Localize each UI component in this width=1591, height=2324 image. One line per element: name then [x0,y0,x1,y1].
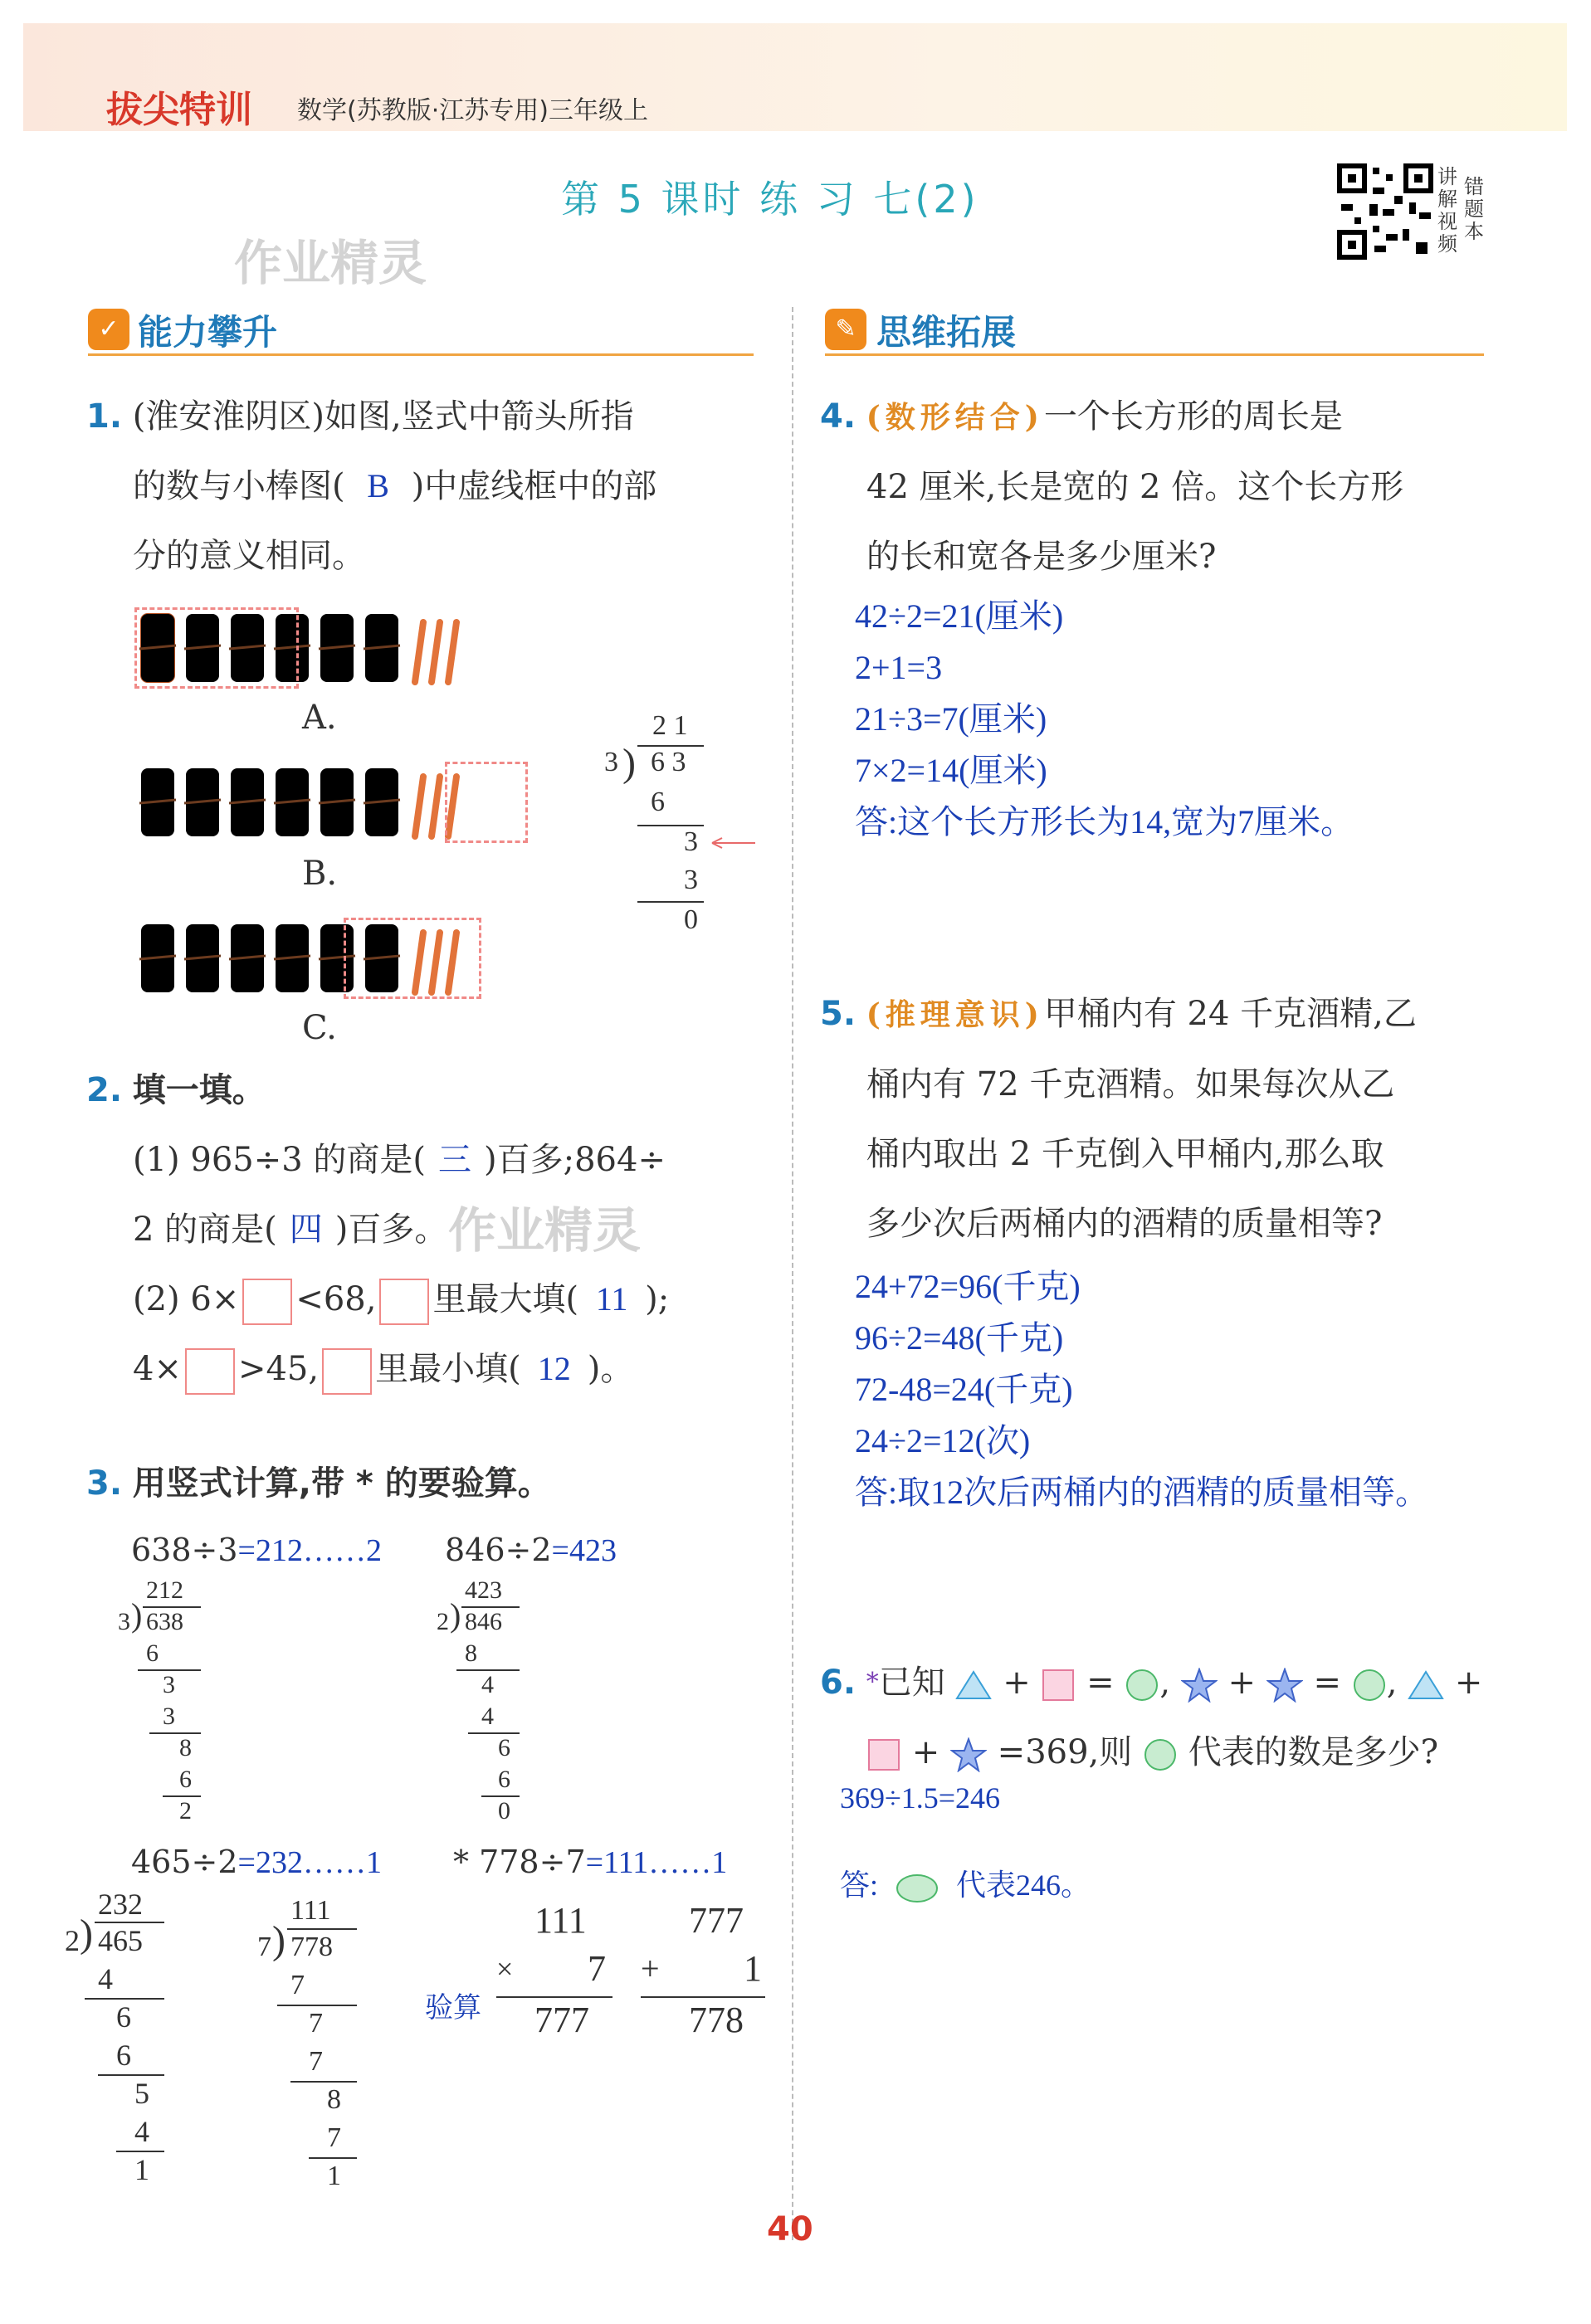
circle-icon [1125,1668,1159,1703]
answer-work-q4 [855,591,1585,848]
addition-check [636,1897,769,2046]
dividend: 778 [290,1932,333,1962]
long-division-4: 111 7 ) 778 7 7 7 8 7 1 [254,1892,378,2199]
question-6: 6. *已知 + = , + = , + + =369,则 代表的数是多少? [820,1664,1483,1771]
answer-q2-3: 11 [595,1280,628,1318]
division-step: 4 [481,1703,494,1730]
expression-text: 638÷3 [131,1532,238,1568]
check-operand: 111 [534,1900,587,1941]
header-banner [23,23,1567,131]
work-line: 7×2=14(厘米) [855,752,1047,789]
section-icon-ability: ✓ [88,309,129,350]
section-icon-thinking: ✎ [825,309,866,350]
check-label: 验算 [425,1991,481,2024]
book-title: 数学(苏教版·江苏专用)三年级上 [297,96,648,125]
question-text: (1) 965÷3 的商是( [133,1141,427,1179]
division-remainder: 0 [498,1797,510,1825]
question-number: 6. [820,1664,857,1702]
work-line: 72-48=24(千克) [855,1371,1073,1408]
division-step: 6 [116,2000,131,2034]
lesson-title: 第 5 课时 练 习 七(2) [561,177,979,222]
dashed-frame [344,918,481,999]
circle-icon [1352,1668,1387,1703]
section-divider [88,353,754,356]
work-line: 24+72=96(千克) [855,1268,1081,1305]
question-text: 分的意义相同。 [133,537,365,575]
divisor: 7 [257,1932,271,1962]
division-step: 3 [684,865,698,895]
watermark: 作业精灵 [448,1202,642,1259]
question-number: 5. [820,995,857,1033]
long-division-3: 232 2 ) 465 4 6 6 5 4 1 [61,1885,186,2192]
dividend: 465 [98,1924,143,1957]
division-step: 6 [651,787,665,817]
expression-text: 465÷2 [131,1844,238,1880]
question-title: 用竖式计算,带 * 的要验算。 [132,1464,551,1503]
division-step: 7 [327,2122,341,2153]
blank-box [242,1279,292,1325]
check-operator: + [641,1950,660,1987]
circle-icon [894,1872,940,1905]
section-divider [825,353,1484,356]
question-tag: (数形结合) [866,400,1044,435]
question-text: 桶内有 72 千克酒精。如果每次从乙 [866,1065,1395,1104]
question-text: )。 [587,1350,634,1388]
blank-box [379,1279,429,1325]
work-line: 2+1=3 [855,649,943,686]
multiplication-check [491,1897,616,2046]
dividend: 6 3 [651,747,686,777]
column-divider [792,307,793,2240]
question-text: (淮安淮阴区)如图,竖式中箭头所指 [132,397,634,436]
quotient: 423 [465,1576,502,1604]
division-step: 3 [163,1703,175,1730]
triangle-icon [1408,1669,1444,1702]
division-step: 3 [684,826,698,857]
division-step: 7 [309,2046,323,2077]
expression-3 [131,1844,382,1881]
expression-answer: =111……1 [585,1845,728,1880]
question-text: ); [645,1280,670,1318]
question-1 [86,382,775,591]
question-text: 代表的数是多少? [1188,1733,1439,1771]
answer-q2-2: 四 [289,1211,323,1248]
question-text: 甲桶内有 24 千克酒精,乙 [1043,995,1417,1033]
question-text: 多少次后两桶内的酒精的质量相等? [866,1205,1383,1243]
division-step: 3 [163,1671,175,1698]
division-step: 7 [309,2008,323,2039]
qr-code-icon[interactable] [1336,163,1434,261]
question-text: )中虚线框中的部 [411,467,657,505]
expression-text: 846÷2 [445,1532,552,1568]
expression-4 [453,1844,727,1881]
triangle-icon [955,1669,992,1702]
division-step: 7 [290,1970,305,2000]
square-icon [1041,1668,1076,1703]
work-line-q6: 369÷1.5=246 [840,1781,1001,1815]
question-text: 里最小填( [375,1350,521,1388]
question-text: 的长和宽各是多少厘米? [866,538,1217,576]
division-step: 6 [498,1766,510,1793]
division-remainder: 1 [327,2161,341,2191]
question-text: =369,则 [997,1733,1133,1771]
divisor: 3 [118,1608,130,1635]
quotient: 232 [98,1888,143,1921]
division-step: 8 [327,2084,341,2115]
answer-line-q6 [840,1862,1091,1905]
answer-q2-4: 12 [537,1350,571,1387]
watermark: 作业精灵 [234,235,427,291]
expression-2 [445,1532,617,1569]
question-text: )百多;864÷ [484,1141,666,1179]
question-tag: (推理意识) [866,997,1044,1032]
question-text: >45, [237,1350,320,1388]
question-text: <68, [295,1280,377,1318]
division-step: 6 [179,1766,192,1793]
check-result: 778 [689,2000,744,2040]
expression-answer: =423 [551,1533,617,1568]
check-operator: × [496,1952,514,1985]
answer-text: 代表246。 [956,1868,1091,1902]
star-icon [1181,1668,1218,1703]
check-operand: 7 [588,1948,606,1989]
division-step: 6 [146,1639,159,1667]
long-division-2: 423 2 ) 846 8 4 4 6 6 0 [432,1575,539,1840]
work-line: 42÷2=21(厘米) [855,597,1064,635]
qr-label-video: 讲解视频 [1437,165,1457,256]
check-result: 777 [534,2000,589,2040]
dividend: 846 [465,1608,502,1635]
division-step: 4 [481,1671,494,1698]
division-step: 8 [465,1639,477,1667]
answer-q1: B [367,467,389,504]
question-text: 已知 [878,1664,945,1702]
question-number: 1. [86,397,123,436]
answer-line: 答:取12次后两桶内的酒精的质量相等。 [855,1474,1429,1511]
divisor: 3 [604,747,618,777]
question-number: 3. [86,1464,123,1503]
question-text: 2 的商是( [133,1211,277,1249]
division-remainder: 1 [134,2153,149,2186]
section-title-thinking: 思维拓展 [876,312,1017,353]
option-c-label: C. [302,1009,337,1047]
question-text: )百多。 [334,1211,448,1249]
dashed-frame [134,607,299,689]
divisor: 2 [437,1608,449,1635]
option-b-label: B. [302,855,338,893]
divisor: 2 [65,1924,80,1957]
expression-answer: =212……2 [237,1533,382,1568]
circle-icon [1143,1737,1178,1772]
blank-box [185,1348,235,1395]
question-number: 4. [820,397,857,436]
division-step: 6 [116,2039,131,2072]
check-operand: 1 [744,1948,762,1989]
dashed-frame [445,762,528,843]
question-text: 42 厘米,长是宽的 2 倍。这个长方形 [866,468,1404,506]
long-division-1: 212 3 ) 638 6 3 3 8 6 2 [113,1575,221,1840]
quotient: 111 [290,1895,331,1926]
check-operand: 777 [689,1900,744,1941]
question-text: 一个长方形的周长是 [1043,397,1343,436]
expression-text: * 778÷7 [453,1844,586,1880]
question-text: 的数与小棒图( [133,467,345,505]
answer-q2-1: 三 [438,1141,472,1178]
work-line: 24÷2=12(次) [855,1422,1031,1459]
division-step: 4 [134,2115,149,2148]
blank-box [322,1348,372,1395]
question-text: (2) 6× [133,1280,240,1318]
question-text: 桶内取出 2 千克倒入甲桶内,那么取 [866,1135,1384,1173]
square-icon [866,1737,901,1772]
arrow-left-icon [707,835,757,851]
quotient: 2 1 [652,710,688,741]
brand-logo: 拔尖特训 [106,89,252,131]
question-3-title [86,1449,551,1518]
question-text: 4× [133,1350,182,1388]
long-division-q1: 2 1 3 ) 6 3 6 3 3 0 [604,710,754,943]
star-icon [1266,1668,1303,1703]
division-remainder: 0 [684,904,698,935]
question-2 [86,1055,775,1404]
question-title: 填一填。 [132,1071,266,1109]
work-line: 21÷3=7(厘米) [855,700,1047,738]
expression-answer: =232……1 [237,1845,382,1880]
division-step: 6 [498,1734,510,1761]
question-text: 里最大填( [432,1280,579,1318]
difficulty-star: * [866,1668,879,1697]
quotient: 212 [146,1576,183,1604]
work-line: 96÷2=48(千克) [855,1319,1064,1357]
division-remainder: 2 [179,1797,192,1825]
section-title-ability: 能力攀升 [138,312,278,353]
question-number: 2. [86,1071,123,1109]
answer-line: 答:这个长方形长为14,宽为7厘米。 [855,803,1354,840]
answer-work-q5 [855,1261,1585,1518]
page-number: 40 [767,2210,813,2248]
question-5 [820,979,1534,1259]
answer-label: 答: [840,1868,879,1902]
division-step: 5 [134,2077,149,2110]
star-icon [950,1737,987,1772]
qr-label-wrongbook: 错题本 [1464,175,1484,243]
division-step: 8 [179,1734,192,1761]
option-a-label: A. [302,699,337,737]
division-step: 4 [98,1962,113,1995]
expression-1 [131,1532,382,1569]
dividend: 638 [146,1608,183,1635]
question-4 [820,382,1517,592]
